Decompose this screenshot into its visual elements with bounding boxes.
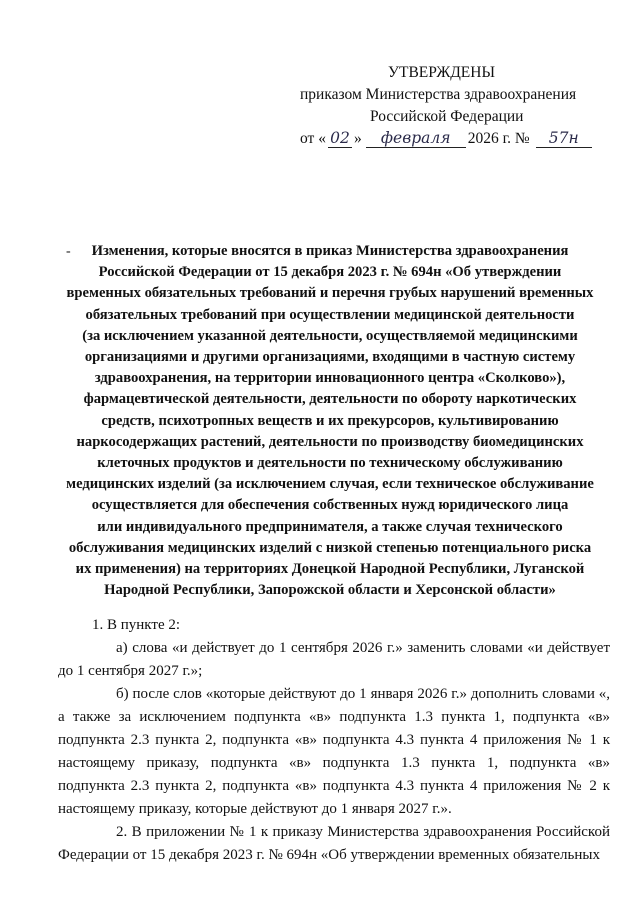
title-line: временных обязательных требований и перечня грубых нарушений временных (66, 285, 594, 302)
approval-date-line (300, 128, 600, 150)
approved-by-order: приказом Министерства здравоохранения (300, 86, 577, 103)
date-day-suffix: » (353, 130, 362, 147)
paragraph-item-1a: а) слова «и действует до 1 сентября 2026 г.» заменить словами «и действует до 1 сентября 2027 г.»; (58, 640, 610, 679)
date-prefix: от « (300, 130, 326, 147)
title-line: фармацевтической деятельности, деятельности по обороту наркотических (83, 391, 577, 408)
date-year-text: 2026 г. № (467, 130, 530, 147)
approval-block (300, 62, 600, 150)
title-line: (за исключением указанной деятельности, осуществляемой медицинскими (82, 327, 578, 344)
paragraph-item-1: 1. В пункте 2: (92, 617, 181, 633)
title-line: здравоохранения, на территории инновационного центра «Сколково»), (94, 370, 566, 387)
title-line: средств, психотропных веществ и их прекурсоров, культивированию (101, 412, 559, 429)
title-line: обязательных требований при осуществлении медицинской деятельности (85, 306, 575, 323)
handwritten-day: 02 (328, 129, 352, 148)
paragraph-item-1b: б) после слов «которые действуют до 1 января 2026 г.» дополнить словами «, а также за исключением подпункта «в» подпункта 1.3 пункта 1, подпункта «в» подпункта 2.3 пункта 2, подпункта «в» подпункта 4.3 пункта 4 приложения № 1 к настоящему приказу, подпункта «в» подпункта 1.3 пункта 1, подпункта «в» подпункта 2.3 пункта 2, подпункта «в» подпункта 4.3 пункта 4 приложения № 2 к настоящему приказу, которые действуют до 1 января 2027 г.». (58, 686, 610, 817)
title-line: Народной Республики, Запорожской области и Херсонской области» (104, 582, 556, 599)
stray-dash: - (66, 244, 71, 259)
title-line: или индивидуального предпринимателя, а также случая технического (97, 518, 563, 535)
title-line: их применения) на территориях Донецкой Народной Республики, Луганской (75, 561, 585, 578)
document-body (58, 614, 610, 867)
title-line: медицинских изделий (за исключением случая, если техническое обслуживание (66, 476, 594, 493)
approved-heading: УТВЕРЖДЕНЫ (388, 64, 495, 81)
title-line: наркосодержащих растений, деятельности по производству биомедицинских (76, 433, 584, 450)
handwritten-month: февраля (366, 129, 466, 148)
title-line: Изменения, которые вносятся в приказ Министерства здравоохранения (91, 243, 569, 259)
paragraph-item-2: 2. В приложении № 1 к приказу Министерства здравоохранения Российской Федерации от 15 декабря 2023 г. № 694н «Об утверждении временных обязательных (58, 824, 610, 863)
document-title (40, 241, 620, 601)
title-line: клеточных продуктов и деятельности по техническому обслуживанию (97, 455, 563, 472)
title-line: Российской Федерации от 15 декабря 2023 г. № 694н «Об утверждении (98, 264, 562, 281)
title-line: организациями и другими организациями, входящими в частную систему (84, 349, 576, 366)
approved-ministry: Российской Федерации (370, 108, 524, 125)
handwritten-number: 57н (536, 129, 592, 148)
title-line: обслуживания медицинских изделий с низкой степенью потенциального риска (68, 539, 592, 556)
title-line: осуществляется для обеспечения собственных нужд юридического лица (91, 497, 569, 514)
